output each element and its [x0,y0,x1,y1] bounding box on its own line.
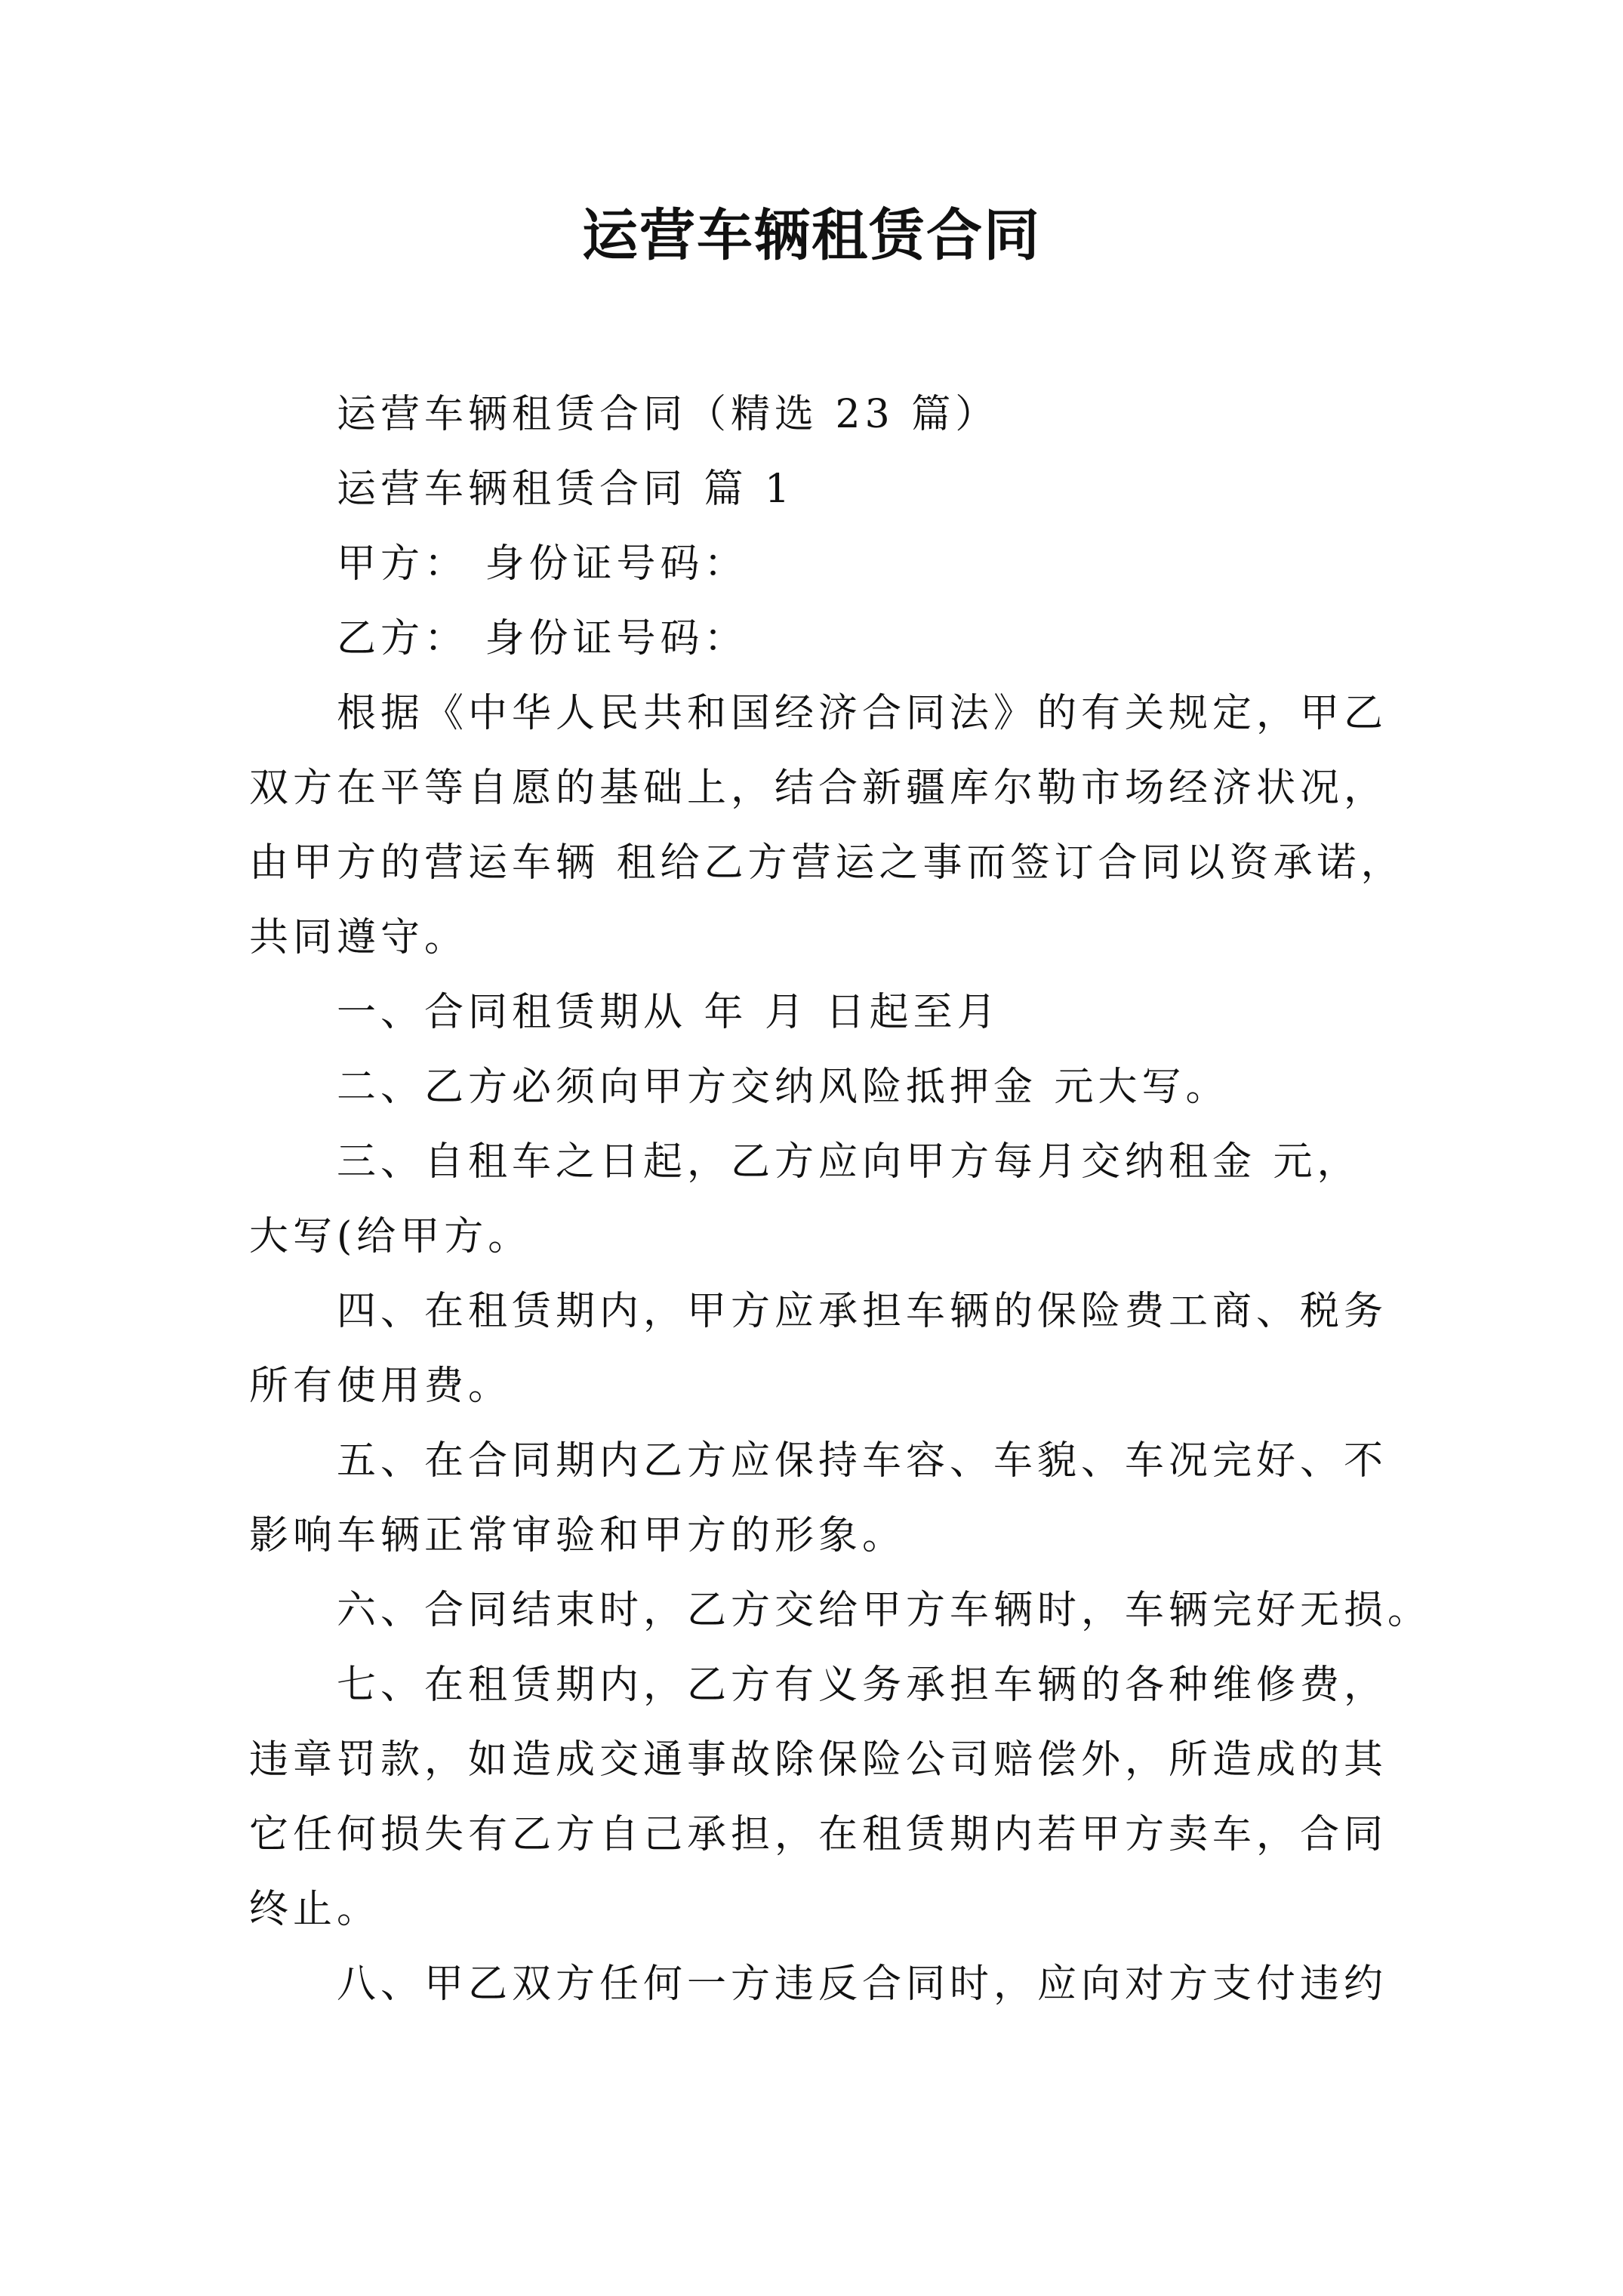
text-line: 运营车辆租赁合同（精选 23 篇） [337,392,999,437]
text-line: 四、在租赁期内，甲方应承担车辆的保险费工商、税务 [337,1289,1388,1334]
document-title: 运营车辆租赁合同 [582,203,1041,268]
text-line: 乙方： 身份证号码： [337,616,748,661]
text-line: 影响车辆正常审验和甲方的形象。 [249,1513,907,1558]
text-line: 违章罚款，如造成交通事故除保险公司赔偿外，所造成的其 [249,1737,1388,1783]
document-body [249,378,1432,2022]
text-line: 双方在平等自愿的基础上，结合新疆库尔勒市场经济状况， [249,766,1388,811]
text-line: 甲方： 身份证号码： [337,541,748,587]
text-line: 终止。 [249,1887,381,1932]
text-line: 五、在合同期内乙方应保持车容、车貌、车况完好、不 [337,1438,1388,1484]
text-line: 八、甲乙双方任何一方违反合同时，应向对方支付违约 [337,1962,1388,2007]
text-line: 所有使用费。 [249,1364,513,1409]
text-line: 一、合同租赁期从 年 月 日起至月 [337,990,1001,1035]
text-line: 运营车辆租赁合同 篇 1 [337,467,795,512]
text-line: 共同遵守。 [249,915,469,960]
text-line: 七、在租赁期内，乙方有义务承担车辆的各种维修费， [337,1663,1388,1708]
text-line: 它任何损失有乙方自己承担，在租赁期内若甲方卖车，合同 [249,1812,1388,1857]
text-line: 六、合同结束时，乙方交给甲方车辆时，车辆完好无损。 [337,1588,1432,1633]
text-line: 三、自租车之日起，乙方应向甲方每月交纳租金 元， [337,1139,1361,1185]
text-line: 大写(给甲方。 [249,1214,532,1259]
text-line: 二、乙方必须向甲方交纳风险抵押金 元大写。 [337,1065,1230,1110]
text-line: 根据《中华人民共和国经济合同法》的有关规定，甲乙 [337,691,1388,736]
text-line: 由甲方的营运车辆 租给乙方营运之事而签订合同以资承诺， [249,840,1405,886]
